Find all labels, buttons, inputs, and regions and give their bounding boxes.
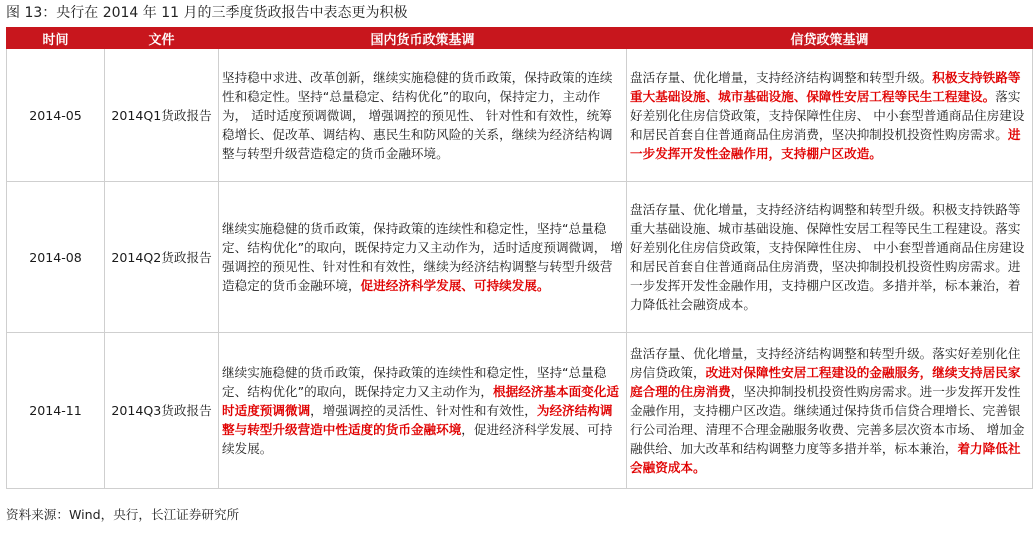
header-credit-policy: 信贷政策基调: [627, 28, 1033, 49]
cell-domestic-policy: [219, 49, 627, 182]
cell-file: 2014Q2货政报告: [105, 182, 219, 333]
cell-domestic-policy: [219, 333, 627, 489]
cell-time: 2014-08: [7, 182, 105, 333]
text-run: 坚持稳中求进、改革创新，继续实施稳健的货币政策，保持政策的连续性和稳定性。坚持“总量稳定、结构优化”的取向，保持定力，主动作为， 适时适度预调微调， 增强调控的预见性、 针对性和有效性，统筹稳增长、促改革、调结构、惠民生和防风险的关系，继续为经济结构调整与转型升级营造稳定的货币金融环境。: [222, 69, 613, 161]
highlight-run: 积极支持铁路等重大基础设施、城市基础设施、保障性安居工程等民生工程建设。: [630, 69, 1021, 104]
cell-file: 2014Q3货政报告: [105, 333, 219, 489]
text-run: 继续实施稳健的货币政策，保持政策的连续性和稳定性，坚持“总量稳定、结构优化”的取向，既保持定力又主动作为，适时适度预调微调， 增强调控的预见性、针对性和有效性，继续为经济结构调整与转型升级营造稳定的货币金融环境，: [222, 221, 623, 293]
cell-time: 2014-11: [7, 333, 105, 489]
source-note: 资料来源：Wind，央行，长江证券研究所: [6, 507, 240, 522]
highlight-run: 着力降低社会融资成本。: [630, 441, 1021, 475]
text-run: 盘活存量、优化增量，支持经济结构调整和转型升级。积极支持铁路等重大基础设施、城市基础设施、保障性安居工程等民生工程建设。落实好差别化住房信贷政策，支持保障性住房、 中小套型普通商品住房建设和居民首套自住普通商品住房消费，坚决抑制投机投资性购房需求。进一步发挥开发性金融作用，支持棚户区改造。多措并举，标本兼治，着力降低社会融资成本。: [630, 202, 1025, 312]
cell-credit-policy: [627, 333, 1033, 489]
table-row: [7, 49, 1033, 182]
text-run: 盘活存量、优化增量，支持经济结构调整和转型升级。落实好差别化住房信贷政策，: [630, 346, 1021, 380]
text-run: 落实好差别化住房信贷政策，支持保障性住房、 中小套型普通商品住房建设和居民首套自住普通商品住房消费，坚决抑制投机投资性购房需求。: [630, 88, 1025, 142]
cell-time: 2014-05: [7, 49, 105, 182]
header-file: 文件: [105, 28, 219, 49]
cell-credit-policy: [627, 182, 1033, 333]
text-run: 盘活存量、优化增量，支持经济结构调整和转型升级。: [630, 69, 933, 85]
header-domestic-policy: 国内货币政策基调: [219, 28, 627, 49]
table-row: [7, 182, 1033, 333]
highlight-run: 进一步发挥开发性金融作用，支持棚户区改造。: [630, 126, 1021, 161]
cell-file: 2014Q1货政报告: [105, 49, 219, 182]
highlight-run: 改进对保障性安居工程建设的金融服务，继续支持居民家庭合理的住房消费: [630, 365, 1021, 399]
text-run: ，增强调控的灵活性、针对性和有效性，: [310, 403, 537, 418]
policy-table: [6, 27, 1033, 489]
highlight-run: 根据经济基本面变化适时适度预调微调: [222, 384, 619, 418]
cell-credit-policy: [627, 49, 1033, 182]
highlight-run: 促进经济科学发展、可持续发展。: [360, 278, 550, 293]
text-run: ，促进经济科学发展、可持续发展。: [222, 422, 613, 456]
cell-domestic-policy: [219, 182, 627, 333]
figure-title: 图 13：央行在 2014 年 11 月的三季度货政报告中表态更为积极: [6, 5, 408, 21]
table-row: [7, 333, 1033, 489]
text-run: ，坚决抑制投机投资性购房需求。进一步发挥开发性金融作用，支持棚户区改造。继续通过保持货币信贷合理增长、完善银行公司治理、清理不合理金融服务收费、完善多层次资本市场、 增加金融供给、加大改革和结构调整力度等多措并举，标本兼治，: [630, 384, 1025, 456]
highlight-run: 为经济结构调整与转型升级营造中性适度的货币金融环境: [222, 403, 613, 437]
header-time: 时间: [7, 28, 105, 49]
text-run: 继续实施稳健的货币政策，保持政策的连续性和稳定性，坚持“总量稳定、结构优化”的取向，既保持定力又主动作为，: [222, 365, 607, 399]
table-header-row: [7, 28, 1033, 49]
